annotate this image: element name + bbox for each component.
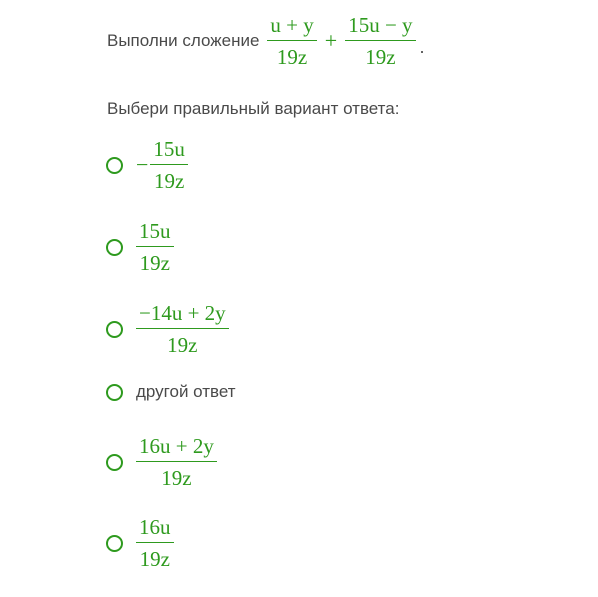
option-fraction (136, 300, 229, 358)
fraction-numerator: u + y (270, 13, 314, 37)
fraction-denominator: 19z (139, 251, 170, 276)
plus-operator: + (324, 28, 338, 54)
answer-option-1[interactable] (106, 136, 188, 194)
fraction-bar (136, 328, 229, 329)
fraction-bar (136, 542, 174, 543)
fraction-term-1 (267, 12, 316, 70)
radio-button[interactable] (106, 239, 123, 256)
fraction-denominator: 19z (139, 547, 170, 572)
fraction-bar (267, 40, 316, 41)
answer-option-4[interactable] (106, 382, 236, 402)
option-fraction (136, 218, 174, 276)
answer-instruction: Выбери правильный вариант ответа: (107, 99, 400, 118)
radio-button[interactable] (106, 454, 123, 471)
radio-button[interactable] (106, 321, 123, 338)
option-fraction (136, 514, 174, 572)
option-fraction (136, 433, 217, 491)
fraction-bar (345, 40, 415, 41)
answer-option-2[interactable] (106, 218, 174, 276)
answer-option-6[interactable] (106, 514, 174, 572)
fraction-numerator: 16u + 2y (139, 434, 214, 458)
fraction-bar (136, 461, 217, 462)
fraction-bar (150, 164, 188, 165)
radio-button[interactable] (106, 535, 123, 552)
task-prompt: Выполни сложение (107, 31, 260, 51)
radio-button[interactable] (106, 157, 123, 174)
answer-option-5[interactable] (106, 433, 217, 491)
radio-button[interactable] (106, 384, 123, 401)
fraction-numerator: 15u (139, 219, 171, 243)
sentence-period: . (419, 36, 425, 57)
fraction-numerator: −14u + 2y (139, 301, 226, 325)
minus-sign: − (136, 152, 149, 178)
fraction-term-2 (345, 12, 415, 70)
fraction-denominator: 19z (154, 169, 185, 194)
option-text: другой ответ (136, 382, 236, 401)
task-statement (107, 12, 425, 70)
fraction-numerator: 15u (153, 137, 185, 161)
fraction-numerator: 16u (139, 515, 171, 539)
answer-option-3[interactable] (106, 300, 229, 358)
fraction-denominator: 19z (365, 45, 396, 70)
fraction-denominator: 19z (276, 45, 308, 70)
option-fraction (150, 136, 188, 194)
fraction-denominator: 19z (161, 466, 192, 491)
fraction-denominator: 19z (167, 333, 198, 358)
fraction-numerator: 15u − y (348, 13, 413, 37)
fraction-bar (136, 246, 174, 247)
